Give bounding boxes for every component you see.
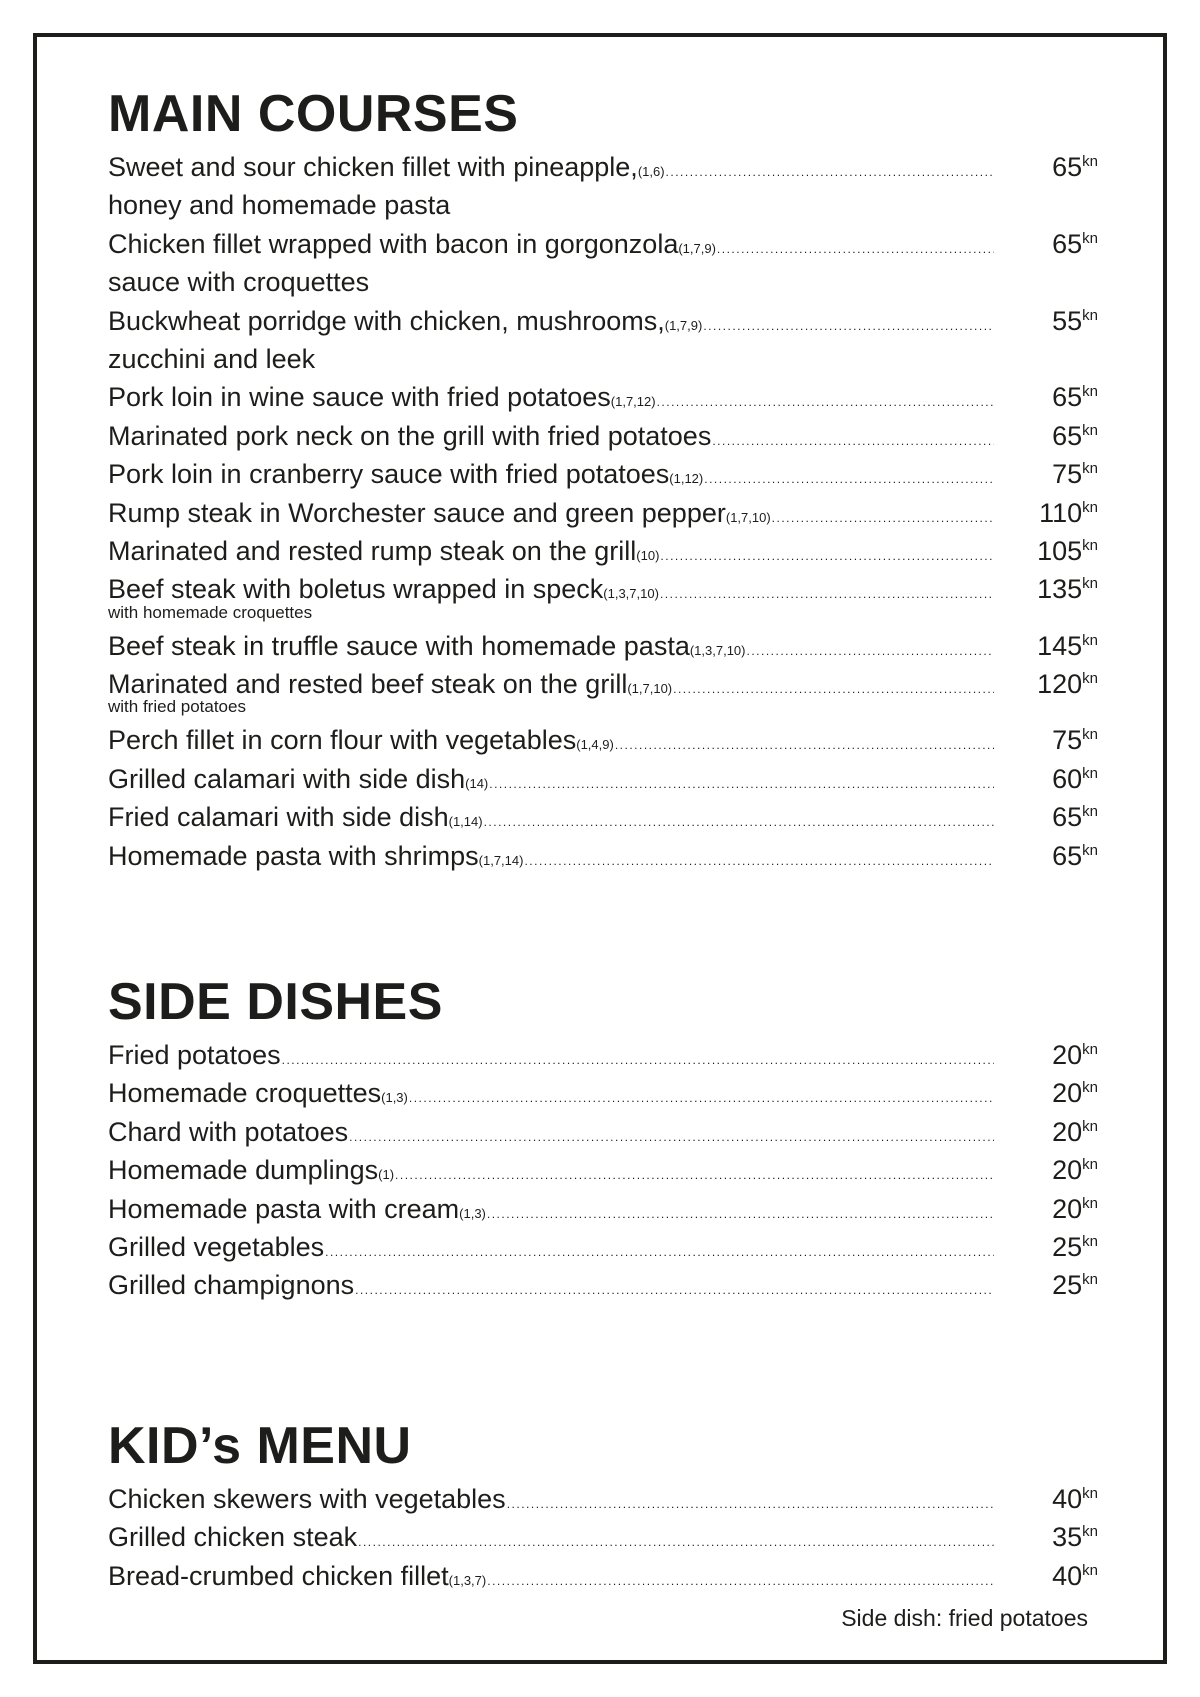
kids-menu-section [108,1416,1098,1595]
menu-item-price [1024,532,1098,570]
menu-item-name: Beef steak with boletus wrapped in speck [108,574,604,605]
currency-unit: kn [1082,536,1098,554]
menu-item [108,417,1098,455]
currency-unit: kn [1082,1117,1098,1135]
dot-leader [487,1562,994,1600]
menu-item [108,225,1098,302]
dot-leader [524,842,994,880]
menu-item-name: Marinated pork neck on the grill with fried potatoes [108,420,712,451]
menu-item-name: Chicken skewers with vegetables [108,1484,506,1514]
currency-unit: kn [1082,1232,1098,1250]
menu-item-name: Marinated and rested rump steak on the grill [108,535,637,566]
menu-item-name: Bread-crumbed chicken fillet [108,1560,449,1591]
menu-item [108,721,1098,759]
price-value: 65 [1052,382,1083,413]
menu-item-price [1024,1518,1098,1556]
menu-item [108,494,1098,532]
currency-unit: kn [1082,631,1098,649]
menu-item-price [1024,1557,1098,1595]
menu-item [108,532,1098,570]
menu-item-line: Homemade croquettes (1,3) ..... $20^{kn}$ [108,1074,1098,1112]
currency-unit: kn [1082,803,1098,821]
menu-item [108,1557,1098,1595]
menu-item [108,1480,1098,1518]
menu-item-price [1024,665,1098,703]
menu-item [108,148,1098,225]
menu-item-price [1024,1151,1098,1189]
main-courses-section [108,84,1098,875]
price-value: 40 [1052,1560,1083,1591]
menu-item [108,1518,1098,1556]
menu-item-name: Homemade pasta with cream [108,1193,460,1224]
menu-item-price [1024,798,1098,836]
menu-item-name: Pork loin in cranberry sauce with fried potatoes [108,459,670,490]
dot-leader [673,670,994,708]
menu-item-name: Grilled champignons [108,1270,355,1301]
menu-item [108,455,1098,493]
menu-item-line [108,1113,1098,1151]
menu-item [108,1151,1098,1189]
dot-leader [717,230,994,268]
menu-item-price [1024,494,1098,532]
menu-item-price [1024,760,1098,798]
currency-unit: kn [1082,841,1098,859]
menu-item-line [108,1036,1098,1074]
menu-item-price [1024,1480,1098,1518]
price-value: 110 [1039,497,1083,528]
dot-leader [666,153,994,191]
menu-item-line: Pork loin in wine sauce with fried potatoes (1,7,12) ..... $65^{kn}$ [108,378,1098,416]
menu-item [108,302,1098,379]
menu-item-line: Marinated and rested rump steak on the grill (10) ..... $105^{kn}$ [108,532,1098,570]
menu-item-price [1024,721,1098,759]
price-value: 65 [1052,228,1083,259]
menu-item [108,378,1098,416]
menu-item-line [108,417,1098,455]
menu-item-name: Chicken fillet wrapped with bacon in gorgonzola [108,228,679,259]
price-value: 20 [1052,1116,1083,1147]
menu-item [108,1113,1098,1151]
menu-item-line: Homemade pasta with shrimps (1,7,14) ..... $65^{kn}$ [108,837,1098,875]
menu-item [108,1036,1098,1074]
currency-unit: kn [1082,1271,1098,1289]
menu-item-price [1024,1190,1098,1228]
menu-item-line: Homemade dumplings (1) ..... $20^{kn}$ [108,1151,1098,1189]
menu-item-note: with homemade croquettes [108,602,313,622]
menu-item-price [1024,1266,1098,1304]
menu-item-line: Beef steak in truffle sauce with homemade pasta (1,3,7,10) ..... $145^{kn}$ [108,627,1098,665]
price-value: 20 [1052,1040,1083,1070]
menu-item-name: Perch fillet in corn flour with vegetables [108,725,577,756]
currency-unit: kn [1082,1079,1098,1097]
menu-item-line: Perch fillet in corn flour with vegetables (1,4,9) ..... $75^{kn}$ [108,721,1098,759]
currency-unit: kn [1082,670,1098,688]
currency-unit: kn [1082,1561,1098,1579]
menu-item-name-continued: honey and homemade pasta [108,190,451,221]
currency-unit: kn [1082,306,1098,324]
price-value: 65 [1052,420,1083,451]
menu-item-line: Beef steak with boletus wrapped in speck (1,3,7,10) ..... $135^{kn}$ [108,570,1098,608]
menu-item-name: Buckwheat porridge with chicken, mushrooms, [108,305,665,336]
menu-item-price [1024,417,1098,455]
menu-item-price [1024,1036,1098,1074]
currency-unit: kn [1082,460,1098,478]
currency-unit: kn [1082,1194,1098,1212]
menu-item-price [1024,455,1098,493]
dot-leader [703,307,994,345]
price-value: 105 [1037,535,1083,566]
currency-unit: kn [1082,726,1098,744]
menu-item-line: Rump steak in Worchester sauce and green pepper (1,7,10) ..... $110^{kn}$ [108,494,1098,532]
menu-item-price [1024,378,1098,416]
menu-item-name: Rump steak in Worchester sauce and green pepper [108,497,726,528]
menu-item-line: Bread-crumbed chicken fillet (1,3,7) ..... $40^{kn}$ [108,1557,1098,1595]
menu-item-name-continued: sauce with croquettes [108,267,370,298]
side-dishes-list [108,1036,1098,1305]
menu-item [108,1074,1098,1112]
menu-item-name: Beef steak in truffle sauce with homemade pasta [108,630,690,661]
menu-item-line: Homemade pasta with cream (1,3) ..... $20^{kn}$ [108,1190,1098,1228]
price-value: 40 [1052,1484,1083,1514]
menu-item-line: Buckwheat porridge with chicken, mushrooms, (1,7,9) ..... $55^{kn}$ [108,302,1098,340]
currency-unit: kn [1082,498,1098,516]
price-value: 65 [1052,152,1083,182]
menu-item-name: Homemade pasta with shrimps [108,840,479,871]
dot-leader [355,1271,994,1309]
menu-item-price [1024,1113,1098,1151]
side-dishes-section [108,972,1098,1305]
price-value: 25 [1052,1231,1083,1262]
menu-item-line [108,1480,1098,1518]
menu-item [108,665,1098,721]
menu-item-name: Fried calamari with side dish [108,802,449,833]
menu-item [108,1228,1098,1266]
price-value: 75 [1052,459,1083,490]
price-value: 120 [1037,669,1083,700]
menu-item-line: Marinated and rested beef steak on the grill (1,7,10) ..... $120^{kn}$ [108,665,1098,703]
menu-item-name: Sweet and sour chicken fillet with pineapple, [108,152,638,182]
menu-item-price [1024,1228,1098,1266]
currency-unit: kn [1082,1485,1098,1502]
menu-item-name: Fried potatoes [108,1040,281,1070]
menu-item-name: Homemade croquettes [108,1078,382,1109]
currency-unit: kn [1082,1523,1098,1541]
menu-item-price [1024,837,1098,875]
section-title-main-courses: MAIN COURSES [108,85,519,143]
price-value: 65 [1052,802,1083,833]
currency-unit: kn [1082,421,1098,439]
price-value: 60 [1052,763,1083,794]
menu-item-name: Homemade dumplings [108,1155,379,1186]
menu-item [108,760,1098,798]
menu-item-line: Sweet and sour chicken fillet with pineapple, (1,6) ..... $65^{kn}$ [108,148,1098,186]
menu-item-line: Fried calamari with side dish (1,14) ..... $65^{kn}$ [108,798,1098,836]
menu-item-price [1024,570,1098,608]
menu-item-price [1024,148,1098,186]
menu-item [108,798,1098,836]
menu-item-name: Grilled chicken steak [108,1522,358,1553]
menu-item [108,1266,1098,1304]
menu-item-name-continued: zucchini and leek [108,343,316,374]
currency-unit: kn [1082,1156,1098,1174]
price-value: 20 [1052,1193,1083,1224]
price-value: 55 [1052,305,1083,336]
menu-item-line: Chicken fillet wrapped with bacon in gorgonzola (1,7,9) ..... $65^{kn}$ [108,225,1098,263]
main-courses-list [108,148,1098,875]
currency-unit: kn [1082,1041,1098,1058]
menu-item-name: Grilled calamari with side dish [108,763,466,794]
section-title-side-dishes: SIDE DISHES [108,973,443,1031]
menu-item-line [108,1228,1098,1266]
currency-unit: kn [1082,153,1098,170]
menu-item-name: Marinated and rested beef steak on the grill [108,669,628,700]
price-value: 65 [1052,840,1083,871]
menu-item-line: Pork loin in cranberry sauce with fried potatoes (1,12) ..... $75^{kn}$ [108,455,1098,493]
currency-unit: kn [1082,764,1098,782]
menu-item [108,1190,1098,1228]
section-title-kids-menu: KID’s MENU [108,1417,412,1475]
menu-item-price [1024,302,1098,340]
menu-item-note: with fried potatoes [108,697,246,717]
currency-unit: kn [1082,383,1098,401]
currency-unit: kn [1082,575,1098,593]
menu-item [108,570,1098,626]
price-value: 25 [1052,1270,1083,1301]
menu-item-price [1024,1074,1098,1112]
menu-item-price [1024,225,1098,263]
price-value: 75 [1052,725,1083,756]
price-value: 135 [1037,574,1083,605]
menu-item-line [108,1266,1098,1304]
menu-item-price [1024,627,1098,665]
menu-item-name: Grilled vegetables [108,1231,325,1262]
menu-item-line [108,1518,1098,1556]
price-value: 35 [1052,1522,1083,1553]
menu-item [108,627,1098,665]
price-value: 20 [1052,1078,1083,1109]
price-value: 20 [1052,1155,1083,1186]
menu-item-line: Grilled calamari with side dish (14) ..... $60^{kn}$ [108,760,1098,798]
price-value: 145 [1037,630,1083,661]
currency-unit: kn [1082,229,1098,247]
menu-item-name: Chard with potatoes [108,1116,349,1147]
dot-leader [660,575,994,613]
kids-menu-list [108,1480,1098,1595]
menu-item [108,837,1098,875]
kids-menu-footnote: Side dish: fried potatoes [841,1605,1088,1631]
menu-item-name: Pork loin in wine sauce with fried potatoes [108,382,611,413]
